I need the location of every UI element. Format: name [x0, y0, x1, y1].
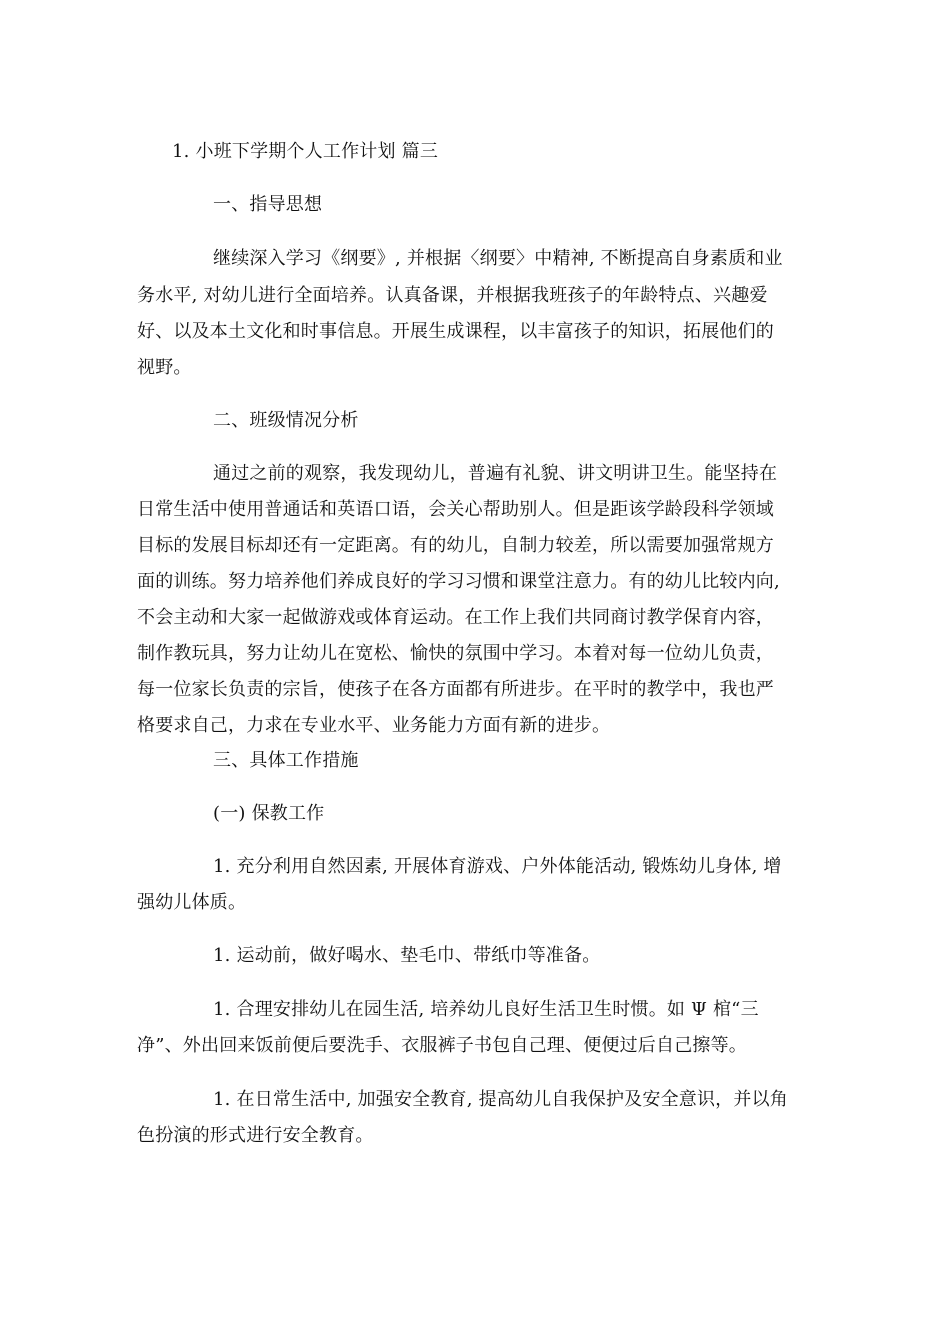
- list-item-line: 色扮演的形式进行安全教育。: [137, 1125, 374, 1146]
- list-item-line: 1. 运动前，做好喝水、垫毛巾、带纸巾等准备。: [213, 945, 601, 966]
- list-item-line: 1. 在日常生活中, 加强安全教育, 提高幼儿自我保护及安全意识，并以角: [213, 1089, 788, 1110]
- paragraph-line: 面的训练。努力培养他们养成良好的学习习惯和课堂注意力。有的幼儿比较内向,: [137, 571, 780, 592]
- paragraph-line: 每一位家长负责的宗旨，使孩子在各方面都有所进步。在平时的教学中，我也严: [137, 679, 774, 700]
- list-item-line: 强幼儿体质。: [137, 892, 247, 913]
- paragraph-line: 不会主动和大家一起做游戏或体育运动。在工作上我们共同商讨教学保育内容，: [137, 607, 774, 628]
- section-heading-specific-measures: 三、具体工作措施: [213, 750, 359, 771]
- paragraph-line: 格要求自己，力求在专业水平、业务能力方面有新的进步。: [137, 715, 611, 736]
- paragraph-line: 务水平, 对幼儿进行全面培养。认真备课，并根据我班孩子的年龄特点、兴趣爱: [137, 285, 768, 306]
- paragraph-line: 制作教玩具，努力让幼儿在宽松、愉快的氛围中学习。本着对每一位幼儿负责，: [137, 643, 774, 664]
- list-item-line: 净”、外出回来饭前便后要洗手、衣服裤子书包自己理、便便过后自己擦等。: [137, 1035, 747, 1056]
- list-item-line: 1. 充分利用自然因素, 开展体育游戏、户外体能活动, 锻炼幼儿身体, 增: [213, 856, 782, 877]
- paragraph-line: 通过之前的观察，我发现幼儿，普遍有礼貌、讲文明讲卫生。能坚持在: [213, 463, 778, 484]
- paragraph-line: 继续深入学习《纲要》, 并根据〈纲要〉中精神, 不断提高自身素质和业: [213, 248, 783, 269]
- subsection-heading-care-education: (一) 保教工作: [213, 803, 325, 824]
- paragraph-line: 视野。: [137, 357, 192, 378]
- list-item-line: 1. 合理安排幼儿在园生活, 培养幼儿良好生活卫生时惯。如 Ψ 棺“三: [213, 999, 759, 1020]
- section-heading-class-analysis: 二、班级情况分析: [213, 410, 359, 431]
- document-title: 1. 小班下学期个人工作计划 篇三: [172, 141, 439, 162]
- paragraph-line: 日常生活中使用普通话和英语口语，会关心帮助别人。但是距该学龄段科学领域: [137, 499, 774, 520]
- section-heading-guiding-thought: 一、指导思想: [213, 194, 323, 215]
- paragraph-line: 目标的发展目标却还有一定距离。有的幼儿，自制力较差，所以需要加强常规方: [137, 535, 774, 556]
- paragraph-line: 好、以及本土文化和时事信息。开展生成课程，以丰富孩子的知识，拓展他们的: [137, 321, 774, 342]
